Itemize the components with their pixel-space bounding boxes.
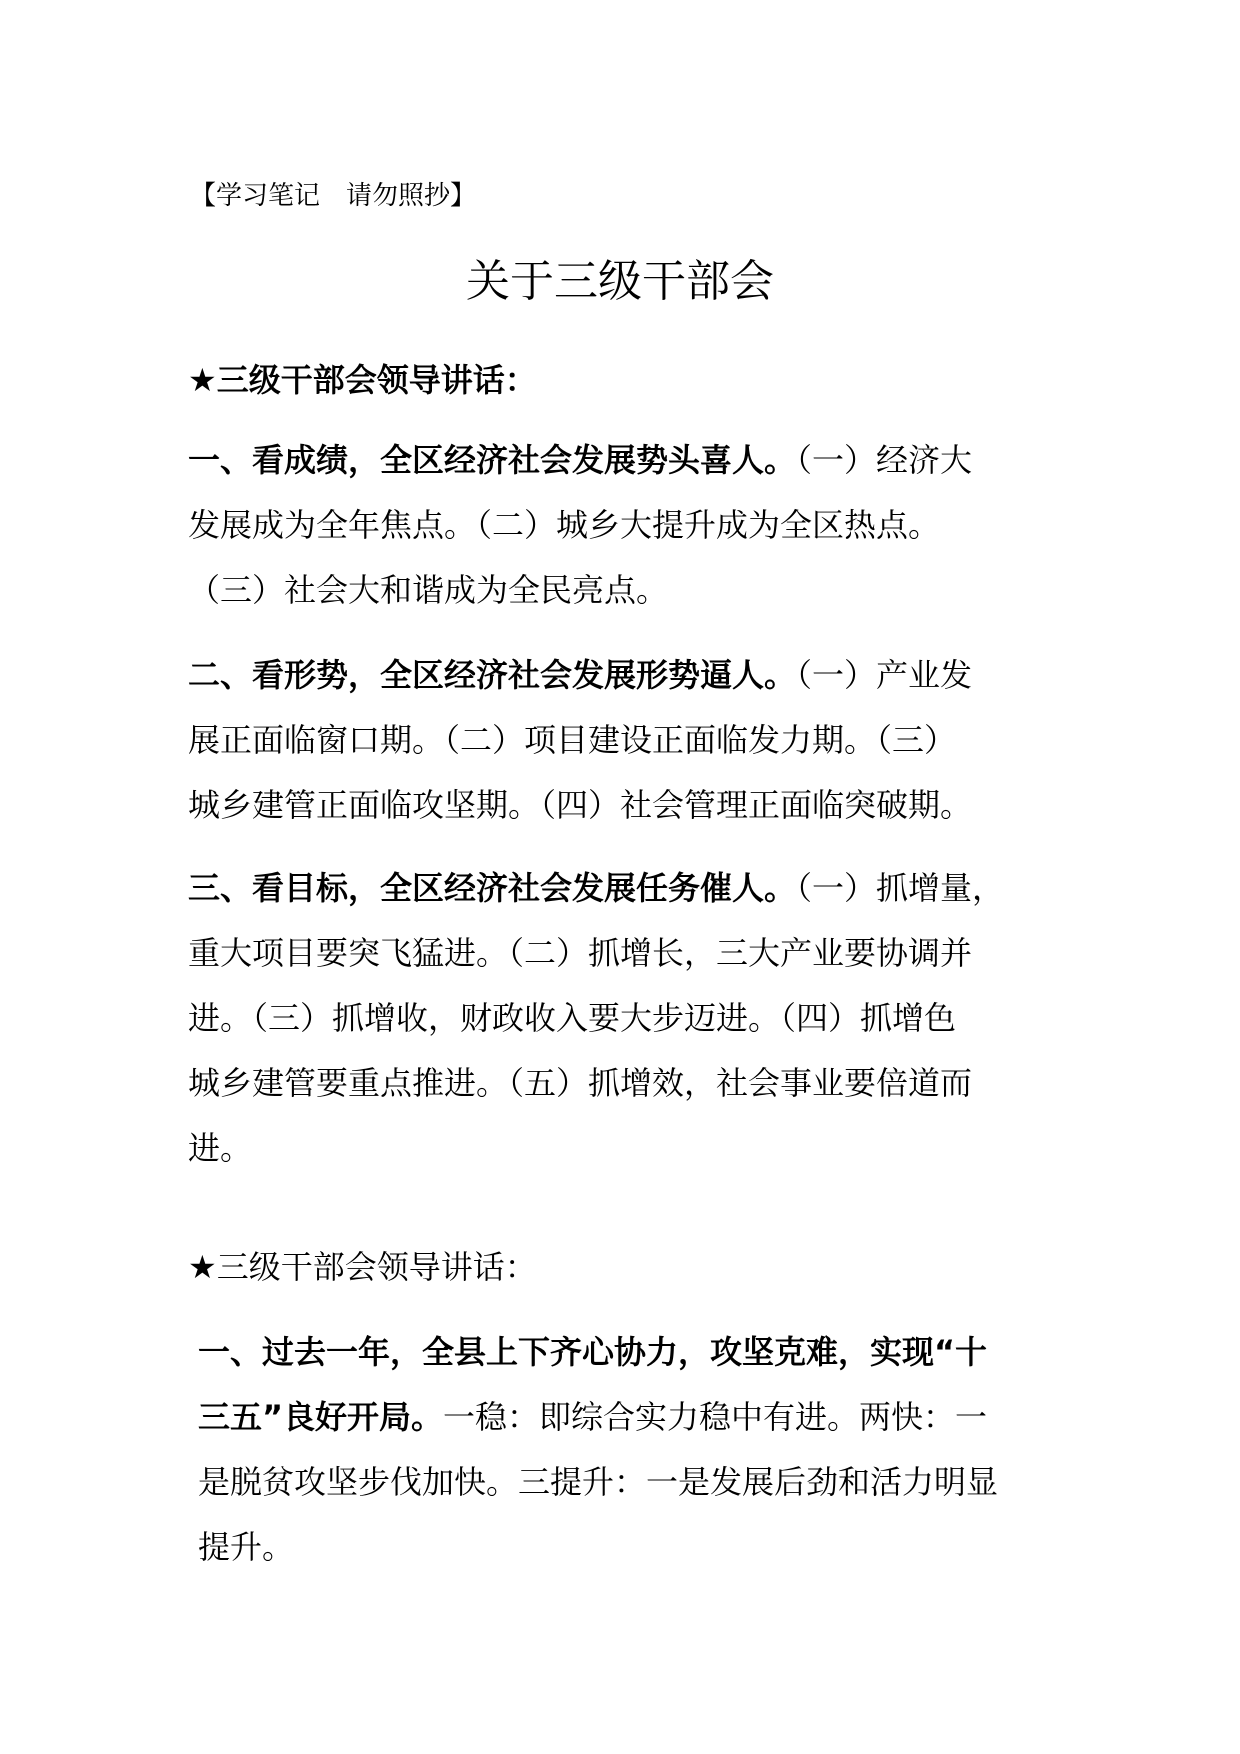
paragraph-line: （三）社会大和谐成为全民亮点。 — [188, 571, 669, 609]
paragraph-goals — [188, 856, 1088, 1181]
paragraph-situation — [188, 643, 1088, 838]
paragraph-lead: 一、过去一年，全县上下齐心协力，攻坚克难，实现“十 — [198, 1333, 988, 1371]
paragraph-line: 重大项目要突飞猛进。（二）抓增长，三大产业要协调并 — [188, 934, 973, 972]
paragraph-text: 一稳：即综合实力稳中有进。两快：一 — [443, 1398, 988, 1436]
paragraph-lead: 二、看形势，全区经济社会发展形势逼人。 — [188, 656, 797, 694]
paragraph-line: 发展成为全年焦点。（二）城乡大提升成为全区热点。 — [188, 506, 941, 544]
paragraph-line — [188, 428, 1088, 493]
paragraph-line: 进。（三）抓增收，财政收入要大步迈进。（四）抓增色 — [188, 999, 957, 1037]
paragraph-line: 展正面临窗口期。（二）项目建设正面临发力期。（三） — [188, 721, 957, 759]
paragraph-line: 是脱贫攻坚步伐加快。三提升：一是发展后劲和活力明显 — [198, 1463, 999, 1501]
paragraph-text: （一）抓增量， — [796, 869, 1005, 907]
paragraph-line: 进。 — [188, 1129, 253, 1167]
paragraph-past-year — [198, 1320, 1078, 1580]
paragraph-achievements — [188, 428, 1088, 623]
paragraph-text: （一）产业发 — [796, 656, 973, 694]
paragraph-line — [198, 1385, 1078, 1450]
paragraph-lead: 三五”良好开局。 — [198, 1398, 444, 1436]
paragraph-line — [188, 856, 1088, 921]
section-heading-2: ★三级干部会领导讲话： — [188, 1248, 537, 1286]
paragraph-lead: 三、看目标，全区经济社会发展任务催人。 — [188, 869, 797, 907]
section-heading-1: ★三级干部会领导讲话： — [188, 361, 537, 399]
paragraph-line — [188, 643, 1088, 708]
paragraph-lead: 一、看成绩，全区经济社会发展势头喜人。 — [188, 441, 797, 479]
document-title: 关于三级干部会 — [466, 256, 774, 307]
study-note-label: 【学习笔记 请勿照抄】 — [190, 181, 477, 211]
paragraph-line: 城乡建管正面临攻坚期。（四）社会管理正面临突破期。 — [188, 786, 973, 824]
paragraph-line: 城乡建管要重点推进。（五）抓增效，社会事业要倍道而 — [188, 1064, 973, 1102]
paragraph-text: （一）经济大 — [796, 441, 973, 479]
paragraph-line: 提升。 — [198, 1528, 295, 1566]
